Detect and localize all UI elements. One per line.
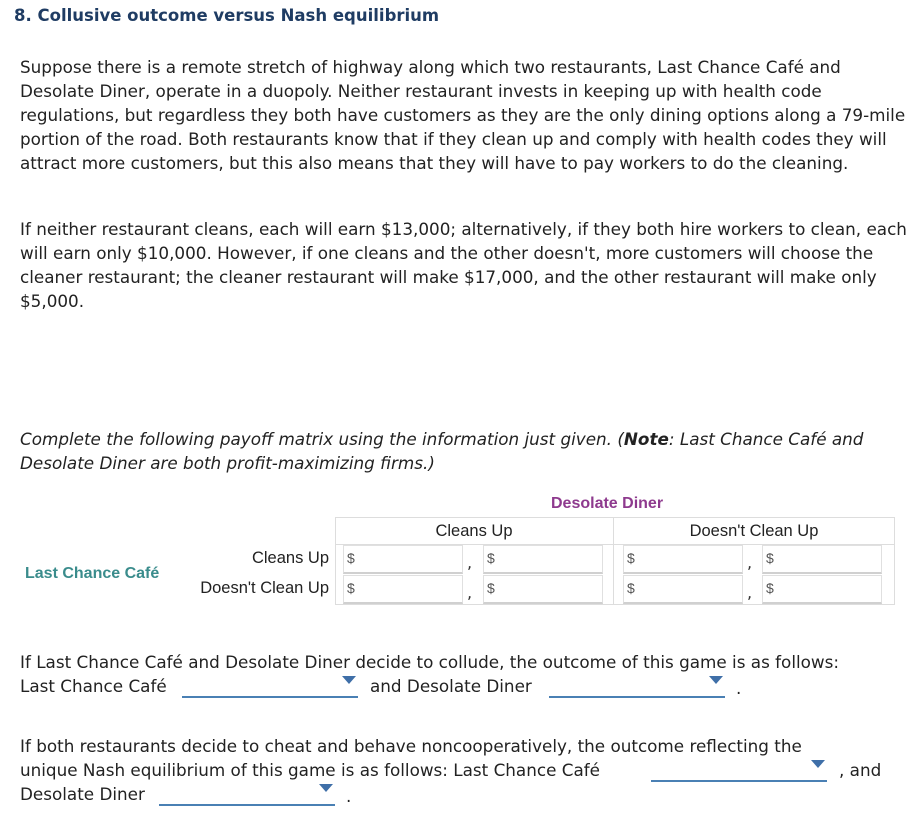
payoff-input-lcc-cu-dd-cu-col[interactable] — [483, 545, 603, 574]
nash-dd-label: Desolate Diner — [20, 784, 145, 804]
dollar-sign: $ — [487, 580, 495, 596]
nash-dd-dropdown[interactable] — [159, 782, 335, 806]
dollar-sign: $ — [487, 550, 495, 566]
collusion-lcc-dropdown[interactable] — [182, 674, 358, 698]
payoff-input-lcc-cu-dd-cu-row[interactable] — [343, 545, 463, 574]
dropdown-arrow-icon — [811, 760, 825, 768]
row-header-doesnt-clean-up: Doesn't Clean Up — [200, 579, 329, 597]
comma: , — [467, 583, 473, 602]
row-player-label: Last Chance Café — [25, 565, 160, 582]
dropdown-arrow-icon — [709, 676, 723, 684]
matrix-mid-divider — [613, 517, 614, 605]
nash-question-line2: unique Nash equilibrium of this game is as follows: Last Chance Café — [20, 760, 600, 780]
col-header-doesnt-clean-up: Doesn't Clean Up — [689, 522, 819, 540]
dollar-sign: $ — [347, 550, 355, 566]
matrix-bottom-border — [335, 604, 895, 605]
dollar-sign: $ — [347, 580, 355, 596]
collusion-question: If Last Chance Café and Desolate Diner decide to collude, the outcome of this game is as follows: — [20, 652, 840, 672]
comma: , — [747, 553, 753, 572]
collusion-dd-label: and Desolate Diner — [370, 676, 532, 696]
note-label: Note — [623, 429, 669, 449]
matrix-top-border — [335, 517, 895, 518]
payoff-input-lcc-cu-dd-dcu-col[interactable] — [762, 545, 882, 574]
nash-and-text: , and — [839, 760, 882, 780]
dollar-sign: $ — [627, 580, 635, 596]
payoff-input-lcc-dcu-dd-cu-row[interactable] — [343, 575, 463, 604]
col-player-label: Desolate Diner — [551, 495, 664, 512]
nash-question: If both restaurants decide to cheat and behave noncooperatively, the outcome reflecting the — [20, 736, 802, 756]
row-header-cleans-up: Cleans Up — [251, 549, 329, 567]
dollar-sign: $ — [766, 580, 774, 596]
comma: , — [467, 553, 473, 572]
comma: , — [747, 583, 753, 602]
matrix-right-border — [894, 517, 895, 605]
dropdown-arrow-icon — [342, 676, 356, 684]
nash-period: . — [346, 786, 352, 806]
dollar-sign: $ — [766, 550, 774, 566]
page-title: 8. Collusive outcome versus Nash equilibrium — [14, 6, 440, 25]
payoff-input-lcc-dcu-dd-dcu-row[interactable] — [623, 575, 743, 604]
scenario-paragraph: Suppose there is a remote stretch of highway along which two restaurants, Last Chance Café and Desolate Diner, operate in a duopoly. Neither restaurant invests in keeping up with health code regulations, but regardless they both have customers as they are the only dining options along a 79-mile portion of the road. Both restaurants know that if they clean up and comply with health codes they will attract more customers, but this also means that they will have to pay workers to do the cleaning. — [20, 57, 906, 173]
payoffs-paragraph: If neither restaurant cleans, each will earn $13,000; alternatively, if they both hire workers to clean, each will earn only $10,000. However, if one cleans and the other doesn't, more customers will choose the cleaner restaurant; the cleaner restaurant will make $17,000, and the other restaurant will make only $5,000. — [20, 219, 907, 311]
collusion-lcc-label: Last Chance Café — [20, 676, 167, 696]
instruction-text: Complete the following payoff matrix using the information just given. (Note: Last Chance Café and Desolate Diner are both profit-maximizing firms.) — [20, 429, 864, 473]
nash-lcc-dropdown[interactable] — [651, 758, 827, 782]
payoff-input-lcc-dcu-dd-cu-col[interactable] — [483, 575, 603, 604]
collusion-dd-dropdown[interactable] — [549, 674, 725, 698]
payoff-input-lcc-dcu-dd-dcu-col[interactable] — [762, 575, 882, 604]
col-header-cleans-up: Cleans Up — [435, 522, 513, 540]
dropdown-arrow-icon — [319, 784, 333, 792]
dollar-sign: $ — [627, 550, 635, 566]
collusion-period: . — [736, 678, 742, 698]
matrix-left-border — [335, 517, 336, 605]
payoff-input-lcc-cu-dd-dcu-row[interactable] — [623, 545, 743, 574]
